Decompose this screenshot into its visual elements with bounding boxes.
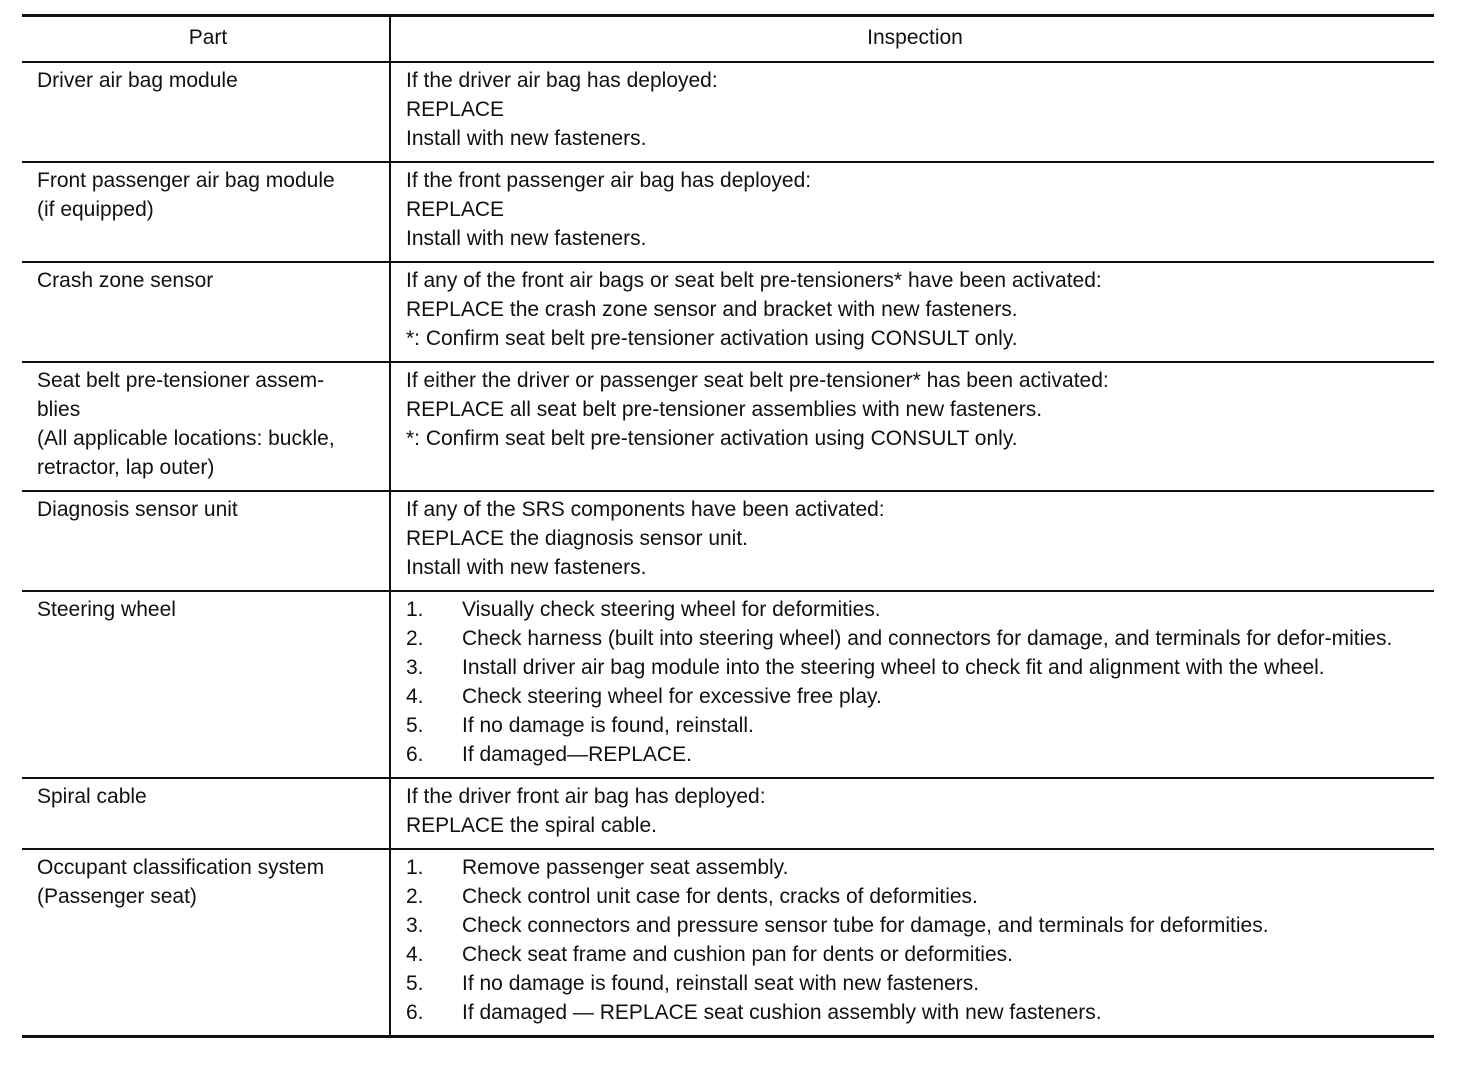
list-item (406, 653, 1424, 682)
inspection-text: Install with new fasteners. (406, 127, 647, 150)
part-text: Crash zone sensor (37, 269, 214, 292)
list-item-text: If no damage is found, reinstall. (462, 714, 754, 737)
list-item-number: 4. (406, 685, 424, 708)
inspection-text: If the front passenger air bag has deployed: (406, 169, 812, 192)
table-row (22, 779, 1434, 850)
inspection-text: Install with new fasteners. (406, 227, 647, 250)
table-row (22, 163, 1434, 263)
list-item (406, 624, 1424, 653)
inspection-table (22, 14, 1434, 1038)
list-item-number: 1. (406, 856, 424, 879)
list-item-text: Check seat frame and cushion pan for dents or deformities. (462, 943, 1013, 966)
list-item-text: Check connectors and pressure sensor tube for damage, and terminals for deformities. (462, 914, 1269, 937)
list-item-text: If damaged—REPLACE. (462, 743, 692, 766)
list-item-number: 6. (406, 743, 424, 766)
list-item-text: Check control unit case for dents, cracks of deformities. (462, 885, 978, 908)
part-cell (22, 592, 391, 777)
list-item (406, 998, 1424, 1027)
part-text: Seat belt pre-tensioner assem- (37, 369, 325, 392)
list-item-text: If no damage is found, reinstall seat with new fasteners. (462, 972, 980, 995)
inspection-cell (391, 163, 1434, 261)
list-item-text: Check steering wheel for excessive free play. (462, 685, 882, 708)
inspection-text: REPLACE the diagnosis sensor unit. (406, 527, 749, 550)
table-row (22, 492, 1434, 592)
part-cell (22, 492, 391, 590)
part-cell (22, 63, 391, 161)
part-text: Driver air bag module (37, 69, 238, 92)
list-item (406, 682, 1424, 711)
table-row (22, 592, 1434, 779)
header-part: Part (22, 17, 391, 61)
inspection-text: REPLACE the crash zone sensor and bracket with new fasteners. (406, 298, 1018, 321)
part-cell (22, 263, 391, 361)
inspection-cell (391, 363, 1434, 490)
list-item-number: 2. (406, 885, 424, 908)
inspection-text: If any of the front air bags or seat belt pre-tensioners* have been activated: (406, 269, 1102, 292)
inspection-text: If any of the SRS components have been activated: (406, 498, 885, 521)
list-item-number: 3. (406, 914, 424, 937)
inspection-text: REPLACE (406, 198, 505, 221)
list-item-number: 5. (406, 714, 424, 737)
inspection-text: REPLACE (406, 98, 505, 121)
table-row (22, 850, 1434, 1035)
inspection-text: *: Confirm seat belt pre-tensioner activation using CONSULT only. (406, 427, 1018, 450)
part-cell (22, 363, 391, 490)
inspection-text: REPLACE all seat belt pre-tensioner assemblies with new fasteners. (406, 398, 1043, 421)
inspection-text: If the driver front air bag has deployed: (406, 785, 766, 808)
table-header-row (22, 17, 1434, 63)
list-item-text: If damaged — REPLACE seat cushion assembly with new fasteners. (462, 1001, 1102, 1024)
list-item (406, 595, 1424, 624)
part-text: Spiral cable (37, 785, 147, 808)
part-text: (All applicable locations: buckle, (37, 427, 335, 450)
table-row (22, 63, 1434, 163)
part-text: blies (37, 398, 81, 421)
inspection-cell (391, 850, 1434, 1035)
list-item (406, 882, 1424, 911)
list-item-text: Check harness (built into steering wheel) and connectors for damage, and terminals for defor-mities. (462, 627, 1393, 650)
inspection-text: *: Confirm seat belt pre-tensioner activation using CONSULT only. (406, 327, 1018, 350)
table-row (22, 363, 1434, 492)
list-item (406, 740, 1424, 769)
part-cell (22, 779, 391, 848)
list-item-number: 2. (406, 627, 424, 650)
list-item (406, 853, 1424, 882)
inspection-cell (391, 779, 1434, 848)
part-cell (22, 850, 391, 1035)
part-text: (Passenger seat) (37, 885, 197, 908)
inspection-cell (391, 492, 1434, 590)
inspection-text: If either the driver or passenger seat belt pre-tensioner* has been activated: (406, 369, 1109, 392)
list-item-text: Visually check steering wheel for deformities. (462, 598, 881, 621)
header-inspection: Inspection (867, 26, 963, 49)
inspection-cell (391, 63, 1434, 161)
list-item-number: 1. (406, 598, 424, 621)
inspection-cell (391, 263, 1434, 361)
inspection-text: Install with new fasteners. (406, 556, 647, 579)
part-text: Front passenger air bag module (37, 169, 335, 192)
list-item-number: 4. (406, 943, 424, 966)
list-item-text: Remove passenger seat assembly. (462, 856, 789, 879)
part-text: retractor, lap outer) (37, 456, 215, 479)
part-cell (22, 163, 391, 261)
list-item-number: 5. (406, 972, 424, 995)
list-item (406, 969, 1424, 998)
list-item-number: 3. (406, 656, 424, 679)
list-item-number: 6. (406, 1001, 424, 1024)
table-row (22, 263, 1434, 363)
inspection-cell (391, 592, 1434, 777)
inspection-text: REPLACE the spiral cable. (406, 814, 657, 837)
part-text: Steering wheel (37, 598, 176, 621)
list-item (406, 940, 1424, 969)
list-item (406, 911, 1424, 940)
part-text: Diagnosis sensor unit (37, 498, 238, 521)
part-text: Occupant classification system (37, 856, 325, 879)
list-item (406, 711, 1424, 740)
inspection-text: If the driver air bag has deployed: (406, 69, 718, 92)
list-item-text: Install driver air bag module into the steering wheel to check fit and alignment with the wheel. (462, 656, 1325, 679)
part-text: (if equipped) (37, 198, 154, 221)
